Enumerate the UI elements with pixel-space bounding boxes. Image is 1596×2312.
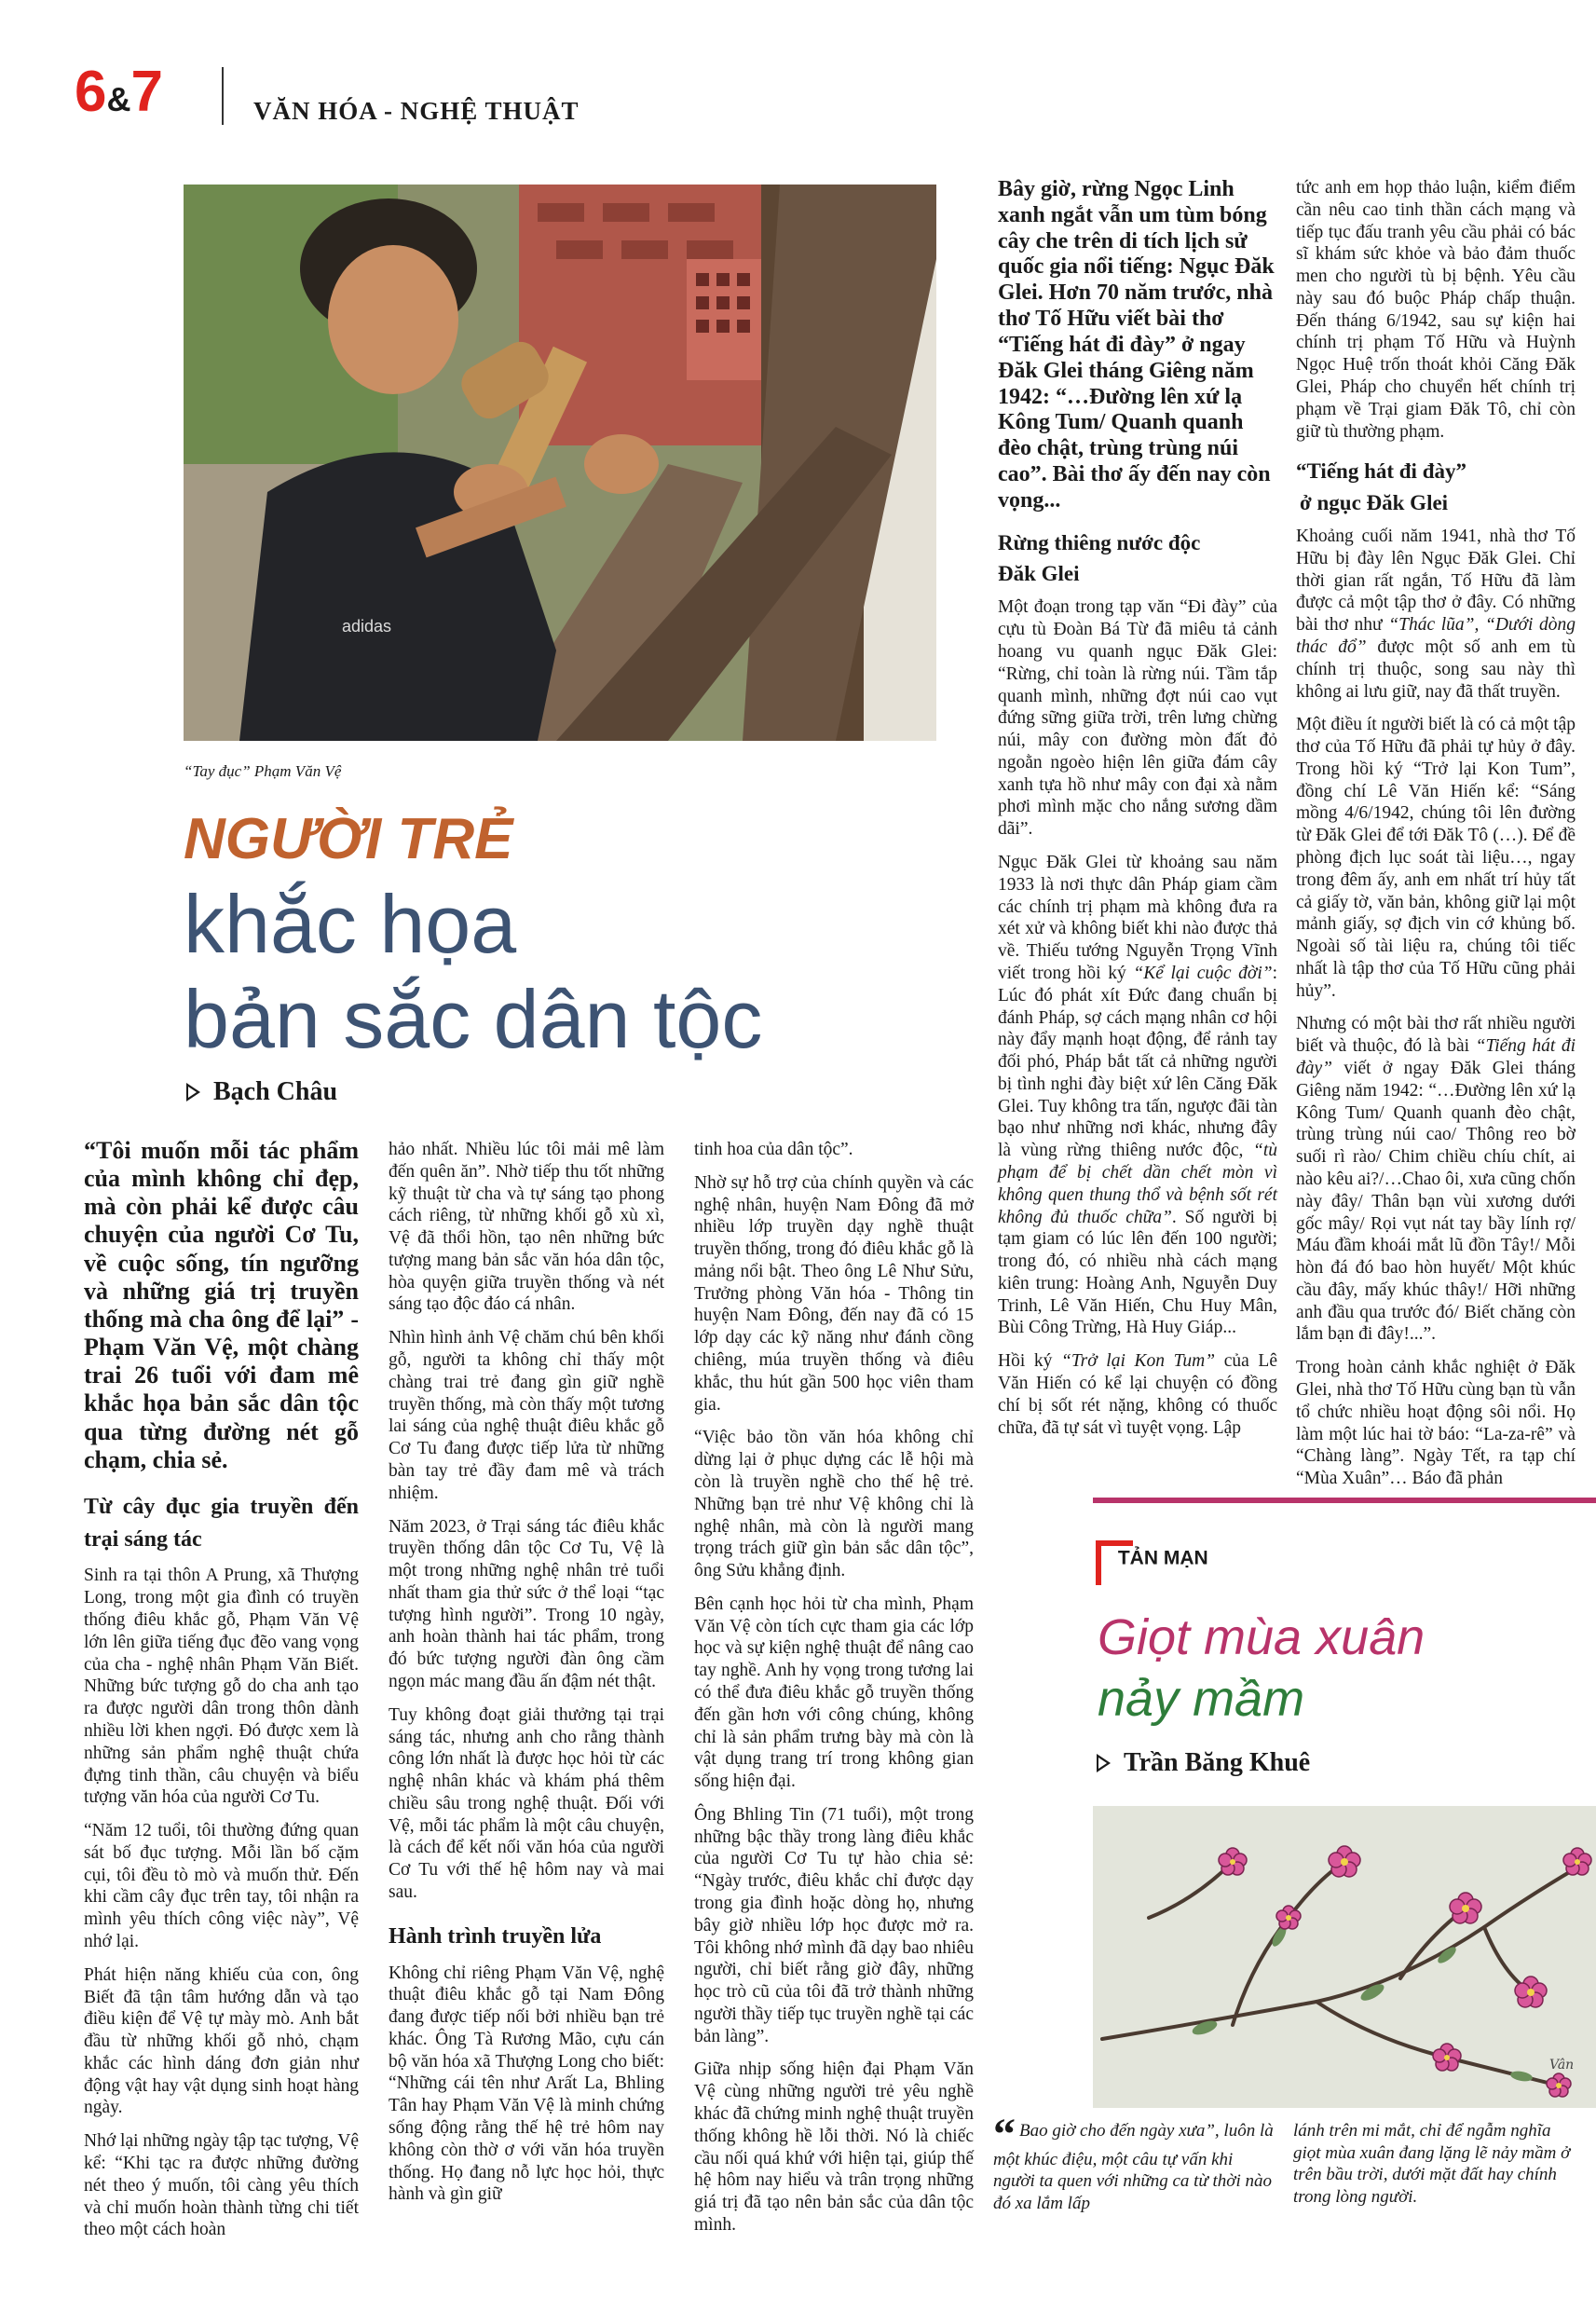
paragraph-italic: “Kể lại cuộc đời” — [1133, 963, 1273, 983]
page-number-amp: & — [106, 80, 131, 118]
essay-lead: Bây giờ, rừng Ngọc Linh xanh ngắt vẫn um tùm bóng cây che trên di tích lịch sử quốc gia nổi tiếng: Ngục Đăk Glei. Hơn 70 năm trước, nhà thơ Tố Hữu viết bài thơ “Tiếng hát đi đày” ở ngay Đăk Glei tháng Giêng năm 1942: “…Đường lên xứ lạ Kông Tum/ Quanh quanh đèo chật, trùng trùng núi cao”. Bài thơ ấy đến nay còn vọng... — [998, 177, 1275, 513]
paragraph: Nhìn hình ảnh Vệ chăm chú bên khối gỗ, người ta không chỉ thấy một chàng trai trẻ đang gìn giữ nghề truyền thống, mà còn thấy một tương lai sáng của nghệ thuật điêu khắc gỗ Cơ Tu đang được tiếp lửa từ những bàn tay trẻ đầy đam mê và trách nhiệm. — [389, 1328, 664, 1503]
paragraph-text: Nhưng có một bài thơ rất nhiều người biết và thuộc, đó là bài — [1296, 1014, 1576, 1057]
quote-mark-icon: “ — [993, 2110, 1016, 2159]
paragraph: Nhờ sự hỗ trợ của chính quyền và các nghệ nhân, huyện Nam Đông đã mở nhiều lớp truyền dạy nghề thuật truyền thống, trong đó điêu khắc gỗ là mảng nổi bật. Theo ông Lê Như Sửu, Trưởng phòng Văn hóa - Thông tin huyện Nam Đông, đến nay đã có 15 lớp dạy các kỹ năng như đánh cồng chiêng, múa truyền thống và điêu khắc, thu hút gần 500 học viên tham gia. — [694, 1172, 974, 1415]
page-number — [75, 60, 163, 124]
paragraph: Một điều ít người biết là có cả một tập thơ của Tố Hữu đã phải tự hủy ở đây. Trong hồi ký “Trở lại Kon Tum”, đồng chí Lê Văn Hiến kể: “Sáng mồng 4/6/1942, chúng tôi lên đường từ Đăk Glei để tới Đăk Tô (…). Để đề phòng địch lục soát tài liệu…, ngay trong đêm ấy, anh em nhất trí hủy tất cả giấy tờ, văn bản, không giữ lại một mảnh giấy, sợ địch vin cớ khủng bố. Ngoài số tài liệu ra, chúng tôi tiếc nhất là tập thơ của Tố Hữu cũng phải hủy”. — [1296, 715, 1576, 1001]
article-byline — [186, 1077, 337, 1107]
sidebar-category — [1096, 1537, 1208, 1581]
blossom-drawing — [1093, 1806, 1596, 2108]
triangle-bullet-icon — [186, 1083, 200, 1101]
paragraph: Trong hoàn cảnh khắc nghiệt ở Đăk Glei, nhà thơ Tố Hữu cùng bạn tù vẫn tổ chức nhiều hoạt động sôi nổi. Họ làm một lúc hai tờ báo: “La-za-rê” và “Chàng làng”. Ngày Tết, ra tạp chí “Mùa Xuân”… Báo đã phản — [1296, 1358, 1576, 1489]
header-divider — [222, 67, 224, 125]
main-photo — [184, 185, 936, 741]
page-number-left: 6 — [75, 60, 107, 124]
essay-subheading-2-line2: ở ngục Đăk Glei — [1300, 490, 1449, 514]
essay-column-1 — [998, 177, 1277, 1450]
article-title-line2: bản sắc dân tộc — [184, 973, 763, 1065]
paragraph: Năm 2023, ở Trại sáng tác điêu khắc truyền thống dân tộc Cơ Tu, Vệ là một trong những nghệ nhân trẻ tuổi nhất tham gia thử sức ở thể loại “tạc tượng hình người”. Trong 10 ngày, anh hoàn thành hai tác phẩm, trong đó bức tượng người đàn ông cầm ngọn mác mang đầu ấn đậm nét thật. — [389, 1516, 664, 1691]
paragraph-italic: “Thác lũa”, “Dưới dòng thác đổ” — [1296, 615, 1576, 657]
bracket-icon — [1096, 1540, 1133, 1585]
paragraph: Giữa nhịp sống hiện đại Phạm Văn Vệ cùng những người trẻ yêu nghề khác đã chứng minh nghệ thuật truyền thống không hề lỗi thời. Nó là chiếc cầu nối quá khứ với hiện tại, giúp thế hệ hôm nay hiểu và trân trọng những giá trị đã tạo nên bản sắc của dân tộc mình. — [694, 2059, 974, 2235]
paragraph — [998, 1350, 1277, 1439]
paragraph-text: Ngục Đăk Glei từ khoảng sau năm 1933 là nơi thực dân Pháp giam cầm các chính trị phạm mà không đưa ra xét xử và không biết khi nào được thả về. Thiếu tướng Nguyễn Trọng Vĩnh viết trong hồi ký — [998, 853, 1277, 983]
essay-subheading-1-line1: Rừng thiêng nước độc — [998, 530, 1201, 554]
paragraph: Sinh ra tại thôn A Prung, xã Thượng Long, trong một gia đình có truyền thống điêu khắc gỗ, Phạm Văn Vệ lớn lên giữa tiếng đục đẽo vang vọng của cha - nghệ nhân Phạm Văn Biết. Những bức tượng gỗ do cha anh tạo ra được người dân trong thôn dành nhiều lời khen ngợi. Đó được xem là những sản phẩm nghệ thuật chứa đựng tinh thần, câu chuyện và biểu tượng văn hóa của người Cơ Tu. — [84, 1566, 359, 1808]
section-title: VĂN HÓA - NGHỆ THUẬT — [253, 97, 580, 125]
paragraph-italic: “Tiếng hát đi đày” — [1296, 1036, 1576, 1079]
paragraph: Tuy không đoạt giải thưởng tại trại sáng tác, nhưng anh cho rằng thành công lớn nhất là được học hỏi từ các nghệ nhân khác và khám phá thêm chiều sâu trong nghệ thuật. Đối với Vệ, mỗi tác phẩm là một câu chuyện, là cách để kết nối văn hóa của người Cơ Tu với thế hệ hôm nay và mai sau. — [389, 1704, 664, 1902]
paragraph: Bên cạnh học hỏi từ cha mình, Phạm Văn Vệ còn tích cực tham gia các lớp học và sự kiện nghệ thuật để nâng cao tay nghề. Anh hy vọng trong tương lai có thể đưa điêu khắc gỗ truyền thống đến gần hơn với công chúng, không chỉ là sản phẩm trưng bày mà còn là vật dụng trang trí trong không gian sống hiện đại. — [694, 1594, 974, 1792]
essay-subheading-2 — [1296, 456, 1576, 518]
paragraph — [1296, 1013, 1576, 1346]
sidebar-byline — [1097, 1748, 1310, 1778]
art-signature: Vân — [1549, 2058, 1575, 2073]
paragraph-text: . Số người bị tạm giam có lúc lên đến 100 người; trong đó, có nhiều nhà cách mạng kiên trung: Hoàng Anh, Nguyễn Duy Trinh, Lê Văn Hiến, Chu Huy Mân, Bùi Công Trừng, Hà Huy Giáp... — [998, 1207, 1277, 1338]
article-lead: “Tôi muốn mỗi tác phẩm của mình không chỉ đẹp, mà còn phải kể được câu chuyện của người Cơ Tu, về cuộc sống, tín ngưỡng và những giá trị truyền thống mà cha ông để lại” - Phạm Văn Vệ, một chàng trai 26 tuổi với đam mê khắc họa bản sắc dân tộc qua từng đường nét gỗ chạm, chia sẻ. — [84, 1137, 359, 1473]
paragraph: Không chỉ riêng Phạm Văn Vệ, nghệ thuật điêu khắc gỗ tại Nam Đông đang được tiếp nối bởi nhiều bạn trẻ khác. Ông Tà Rương Mão, cựu cán bộ văn hóa xã Thượng Long cho biết: “Những cái tên như Arất La, Bhling Tân hay Phạm Văn Vệ là minh chứng sống động rằng thế hệ trẻ hôm nay không còn thờ ơ với văn hóa truyền thống. Họ đang nỗ lực học hỏi, thực hành và gìn giữ — [389, 1963, 664, 2205]
article-kicker: NGƯỜI TRẺ — [184, 807, 513, 871]
paragraph: “Việc bảo tồn văn hóa không chỉ dừng lại ở phục dựng các lễ hội mà còn là truyền nghề cho thế hệ trẻ. Những bạn trẻ như Vệ không chỉ là nghệ nhân, mà còn là người mang trọng trách giữ gìn bản sắc dân tộc”, ông Sửu khẳng định. — [694, 1428, 974, 1581]
paragraph: tinh hoa của dân tộc”. — [694, 1140, 853, 1159]
paragraph — [1296, 526, 1576, 703]
paragraph-italic: “tù phạm để bị chết dần chết mòn vì không quen thung thổ và bệnh sốt rét không đủ thuốc chữa” — [998, 1141, 1277, 1227]
woodcarver-illustration — [184, 185, 936, 741]
paragraph-text: viết ở ngay Đăk Glei tháng Giêng năm 1942: “…Đường lên xứ lạ Kông Tum/ Quanh quanh đèo chật, trùng trùng núi cao/ Thông reo bờ suối rì rào/ Chim chiều chíu chít, ai nào kêu ai?/…Chao ôi, xưa cũng chốn này đây/ Thân bạn vùi xương dưới gốc mây/ Rọi vụt nát tay bầy lính rợ/ Máu đầm khoái mắt lũ đồn Tây!/ Mỗi hòn đá đó bao hòn huyết/ Một khúc cầu đây, mấy khúc thây!/ Hỡi những anh đầu qua trước đó/ Biết chăng còn lắm bạn đi đây!...”. — [1296, 1059, 1576, 1345]
paragraph-text: Hồi ký — [998, 1351, 1062, 1372]
paragraph-text: : Lúc đó phát xít Đức đang chuẩn bị đánh Pháp, sợ cách mạng nhân cơ hội này đẩy mạnh hoạt động, để rảnh tay đối phó, Pháp bắt tất cả những người bị tình nghi đày biệt xứ lên Căng Đăk Glei. Tuy không tra tấn, ngược đãi tàn bạo như những nơi khác, nhưng đây là vùng rừng thiêng nước độc, — [998, 963, 1277, 1161]
essay-column-2 — [1296, 177, 1576, 1501]
paragraph: Phát hiện năng khiếu của con, ông Biết đã tận tâm hướng dẫn và tạo điều kiện để Vệ tự mày mò. Anh bắt đầu từ những khối gỗ nhỏ, chạm khắc các hình dáng đơn giản như động vật hay vật dụng sinh hoạt hàng ngày. — [84, 1964, 359, 2118]
paragraph: Ông Bhling Tin (71 tuổi), một trong những bậc thầy trong làng điêu khắc của người Cơ Tu tự hào chia sẻ: “Ngày trước, điêu khắc chỉ được dạy trong gia đình hoặc dòng họ, nhưng bây giờ nhiều lớp học được mở ra. Tôi không nhớ mình đã dạy bao nhiêu người, chỉ biết rằng giờ đây, những học trò cũ của tôi đã trở thành những người thầy tiếp tục truyền nghề tại các bản làng”. — [694, 1804, 974, 2046]
essay-subheading-1-line2: Đăk Glei — [998, 562, 1080, 586]
photo-caption: “Tay đục” Phạm Văn Vệ — [184, 762, 342, 780]
paragraph-text: Khoảng cuối năm 1941, nhà thơ Tố Hữu bị đày lên Ngục Đăk Glei. Chỉ thời gian rất ngắn, Tố Hữu đã làm được cả một tập thơ ở đây. Có những bài thơ như — [1296, 527, 1576, 636]
article-column-3 — [694, 1139, 974, 2248]
sidebar-quote-right: lánh trên mi mắt, chỉ để ngẫm nghĩa giọt mùa xuân đang lặng lẽ nảy mầm ở trên bầu trời, dưới mặt đất hay chính trong lòng người. — [1293, 2121, 1571, 2207]
article-title-line1: khắc họa — [184, 878, 517, 970]
paragraph-text: của Lê Văn Hiến có kể lại chuyện có đồng chí bị sốt rét nặng, không có thuốc chữa, đã tự sát vì tuyệt vọng. Lập — [998, 1351, 1277, 1438]
sidebar-author: Trần Băng Khuê — [1124, 1748, 1311, 1777]
shirt-logo-text: adidas — [342, 617, 392, 636]
article-column-1 — [84, 1137, 359, 2252]
paragraph: Một đoạn trong tạp văn “Đi đày” của cựu tù Đoàn Bá Từ đã miêu tả cảnh hoang vu quanh ngục Đăk Glei: “Rừng, chỉ toàn là rừng núi. Tầm tắp quanh mình, những đợt núi cao vụt đứng sững giữa trời, trên lưng chừng núi, mây con đường mòn đất đỏ ngoằn ngoèo hiện lên giữa đám cây xanh tựa hồ như mây con đại xà nằm phơi mình mặc cho nắng sương dầm dãi”. — [998, 597, 1277, 840]
sidebar-category-label: TẢN MẠN — [1117, 1547, 1208, 1569]
paragraph-italic: “Trở lại Kon Tum” — [1061, 1351, 1216, 1372]
article-author: Bạch Châu — [213, 1077, 338, 1106]
sidebar-title-line2: nảy mầm — [1098, 1671, 1305, 1727]
essay-subheading-1 — [998, 527, 1277, 590]
paragraph: tức anh em họp thảo luận, kiểm điểm cần nêu cao tinh thần cách mạng và tiếp tục đấu tranh yêu cầu phải có bác sĩ khám sức khỏe và bảo đảm thuốc men cho người tù bị bệnh. Yêu cầu này sau đó buộc Pháp chấp thuận. Đến tháng 6/1942, sau sự kiện hai chính trị phạm Tố Hữu và Huỳnh Ngọc Huệ trốn thoát khỏi Căng Đăk Glei, Pháp cho chuyển hết chính trị phạm về Trại giam Đăk Tô, chỉ còn giữ tù thường phạm. — [1296, 178, 1576, 442]
sidebar-title-line1: Giọt mùa xuân — [1098, 1609, 1425, 1665]
blossom-illustration — [1093, 1806, 1596, 2108]
paragraph — [998, 852, 1277, 1339]
paragraph: hảo nhất. Nhiều lúc tôi mải mê làm đến quên ăn”. Nhờ tiếp thu tốt những kỹ thuật từ cha và tự sáng tạo phong cách riêng, từ những khối gỗ xù xì, Vệ đã thổi hồn, tạo nên những bức tượng mang bản sắc văn hóa dân tộc, hòa quyện giữa truyền thống và nét sáng tạo độc đáo cá nhân. — [389, 1140, 664, 1315]
triangle-bullet-icon — [1097, 1754, 1111, 1772]
subheading-1: Từ cây đục gia truyền đến trại sáng tác — [84, 1494, 359, 1552]
paragraph-text: được một số anh em tù chính trị thuộc, song sau này thì không ai lưu giữ, nay đã thất truyền. — [1296, 636, 1576, 702]
sidebar-quote-text: Bao giờ cho đến ngày xưa”, luôn là một khúc điệu, một câu tự vấn khi người ta quen với những ca từ thời nào đó xa lắm lấp — [993, 2121, 1274, 2213]
page-number-right: 7 — [130, 60, 163, 124]
subheading-2: Hành trình truyền lửa — [389, 1923, 602, 1949]
sidebar-quote-left — [993, 2110, 1275, 2214]
paragraph: “Năm 12 tuổi, tôi thường đứng quan sát bố đục tượng. Mỗi lần bố cặm cụi, tôi đều tò mò và muốn thử. Đến khi cầm cây đục trên tay, tôi nhận ra mình yêu thích công việc này”, Vệ nhớ lại. — [84, 1821, 359, 1951]
paragraph: Nhớ lại những ngày tập tạc tượng, Vệ kể: “Khi tạc ra được những đường nét theo ý muốn, tôi càng yêu thích và chỉ muốn hoàn thành từng chi tiết theo một cách hoàn — [84, 2131, 359, 2240]
article-column-2 — [389, 1139, 664, 2217]
sidebar-divider — [1093, 1498, 1596, 1503]
essay-subheading-2-line1: “Tiếng hát đi đày” — [1296, 459, 1466, 484]
